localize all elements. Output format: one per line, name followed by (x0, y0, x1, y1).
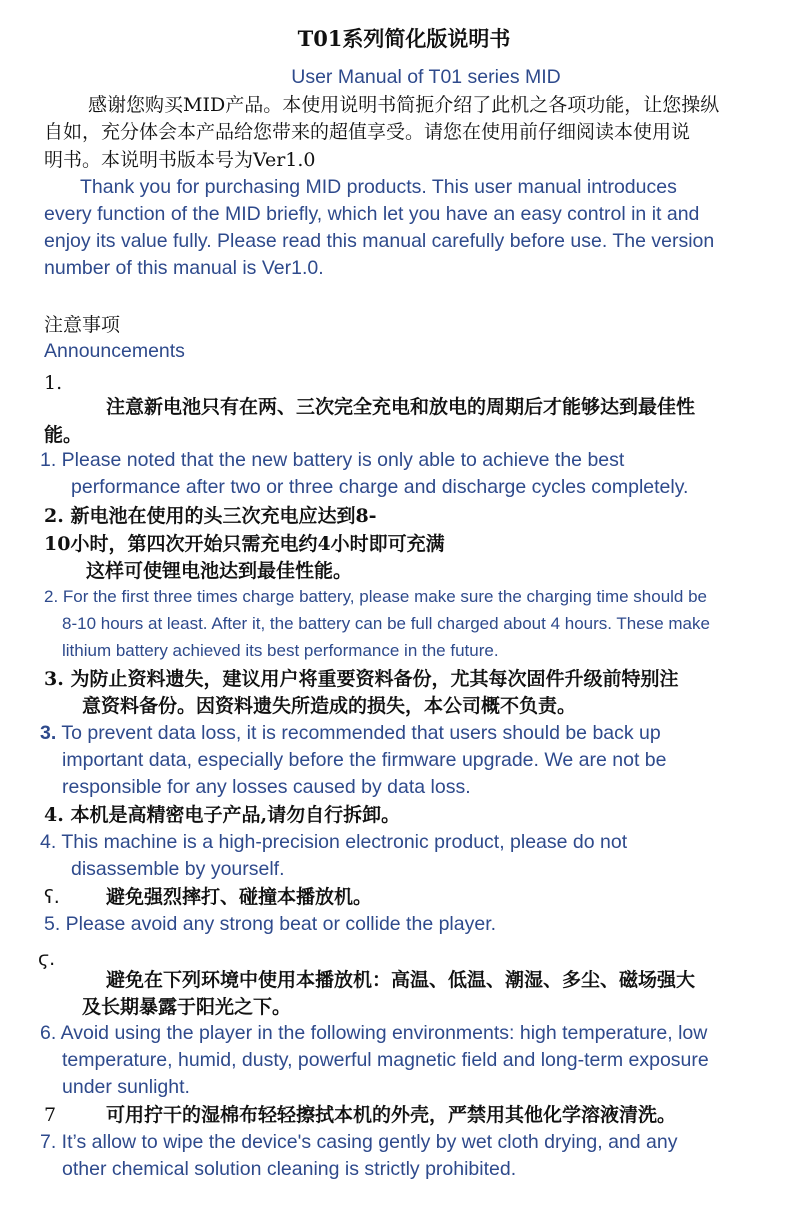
item-3-en-line-2: important data, especially before the firmware upgrade. We are not be (62, 749, 667, 771)
item-2-cn-line-1: 2. 新电池在使用的头三次充电应达到8- (44, 505, 377, 527)
item-4-cn: 4. 本机是高精密电子产品,请勿自行拆卸。 (44, 804, 401, 826)
page-subtitle: User Manual of T01 series MID (291, 66, 561, 88)
item-2-en-line-2: 8-10 hours at least. After it, the battery can be full charged about 4 hours. These make (62, 614, 710, 633)
item-4-en-line-1: 4. This machine is a high-precision electronic product, please do not (40, 831, 628, 853)
item-2-en-line-1: 2. For the first three times charge battery, please make sure the charging time should be (44, 587, 708, 606)
section-heading-cn: 注意事项 (44, 314, 121, 336)
item-6-cn-line-1: 避免在下列环境中使用本播放机：高温、低温、潮湿、多尘、磁场强大 (106, 969, 696, 991)
intro-en-line-2: every function of the MID briefly, which let you have an easy control in it and (44, 203, 700, 225)
item-7-number: 7 (44, 1104, 57, 1126)
item-6-number: ϛ. (38, 948, 56, 970)
item-2-cn-line-2: 10小时，第四次开始只需充电约4小时即可充满 (44, 533, 445, 555)
intro-en-line-4: number of this manual is Ver1.0. (44, 257, 324, 279)
intro-en-line-3: enjoy its value fully. Please read this manual carefully before use. The version (44, 230, 715, 252)
item-7-en-line-2: other chemical solution cleaning is strictly prohibited. (62, 1158, 517, 1180)
item-1-number: 1. (44, 372, 63, 394)
item-7-cn: 可用拧干的湿棉布轻轻擦拭本机的外壳，严禁用其他化学溶液清洗。 (106, 1104, 677, 1126)
item-1-cn-line-1: 注意新电池只有在两、三次完全充电和放电的周期后才能够达到最佳性 (106, 396, 696, 418)
section-heading-en: Announcements (44, 340, 185, 362)
item-2-cn-line-3: 这样可使锂电池达到最佳性能。 (86, 560, 353, 582)
item-6-en-line-1: 6. Avoid using the player in the following environments: high temperature, low (40, 1022, 708, 1044)
item-7-en-line-1: 7. It’s allow to wipe the device's casing gently by wet cloth drying, and any (40, 1131, 678, 1153)
item-3-en-number: 3. (40, 722, 57, 744)
item-4-en-line-2: disassemble by yourself. (71, 858, 285, 880)
item-3-cn-line-2: 意资料备份。因资料遗失所造成的损失，本公司概不负责。 (82, 695, 577, 717)
item-1-en-line-1: 1. Please noted that the new battery is only able to achieve the best (40, 449, 625, 471)
intro-cn-line-1: 感谢您购买MID产品。本使用说明书简扼介绍了此机之各项功能，让您操纵 (88, 94, 720, 116)
item-5-number: ʕ. (44, 886, 60, 908)
item-1-en-line-2: performance after two or three charge and discharge cycles completely. (71, 476, 689, 498)
item-5-cn: 避免强烈摔打、碰撞本播放机。 (106, 886, 373, 908)
item-5-en: 5. Please avoid any strong beat or collide the player. (44, 913, 497, 935)
page-title: T01系列简化版说明书 (297, 26, 511, 51)
item-3-en-text: To prevent data loss, it is recommended that users should be back up (56, 722, 661, 744)
item-2-en-line-3: lithium battery achieved its best performance in the future. (62, 641, 499, 660)
item-3-cn-line-1: 3. 为防止资料遗失，建议用户将重要资料备份，尤其每次固件升级前特别注 (44, 668, 679, 690)
item-3-en-line-3: responsible for any losses caused by data loss. (62, 776, 471, 798)
intro-cn-line-2: 自如，充分体会本产品给您带来的超值享受。请您在使用前仔细阅读本使用说 (44, 121, 691, 143)
intro-cn-line-3: 明书。本说明书版本号为Ver1.0 (44, 149, 316, 171)
item-6-en-line-3: under sunlight. (62, 1076, 190, 1098)
item-6-cn-line-2: 及长期暴露于阳光之下。 (82, 996, 292, 1018)
item-1-cn-line-2: 能。 (44, 424, 83, 446)
intro-en-line-1: Thank you for purchasing MID products. This user manual introduces (80, 176, 677, 198)
item-3-en-line-1 (40, 720, 661, 747)
item-6-en-line-2: temperature, humid, dusty, powerful magnetic field and long-term exposure (62, 1049, 709, 1071)
